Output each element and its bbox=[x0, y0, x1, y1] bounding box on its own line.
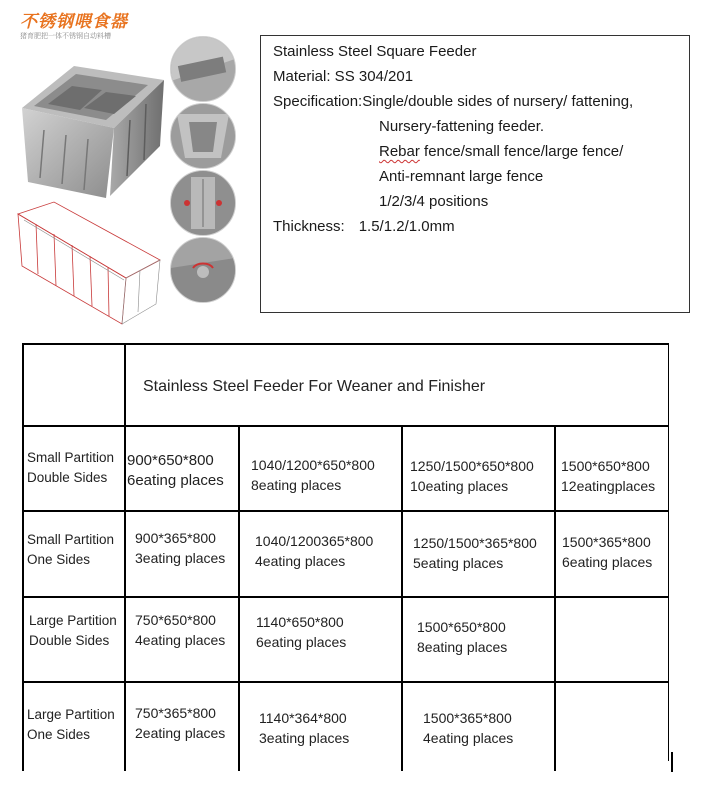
detail-image-4 bbox=[170, 237, 236, 303]
table-border-right bbox=[668, 343, 669, 761]
row-3-cell-2 bbox=[256, 612, 346, 652]
cell-dimensions: 1140*364*800 bbox=[259, 710, 347, 726]
row-3-header-line-2: Double Sides bbox=[29, 633, 110, 648]
detail-image-2 bbox=[170, 103, 236, 169]
cell-places: 6eating places bbox=[127, 472, 224, 489]
row-2-header-line-2: One Sides bbox=[27, 552, 91, 567]
row-4-header-line-2: One Sides bbox=[27, 727, 91, 742]
table-col-line-2 bbox=[238, 425, 240, 771]
row-4-cell-1 bbox=[135, 703, 225, 743]
table-border-left bbox=[22, 343, 24, 771]
cell-places: 5eating places bbox=[413, 555, 504, 571]
cell-places: 8eating places bbox=[251, 477, 342, 493]
row-3-cell-3 bbox=[417, 617, 507, 657]
cell-dimensions: 1250/1500*365*800 bbox=[413, 535, 537, 551]
cell-dimensions: 1500*365*800 bbox=[562, 534, 651, 550]
cell-dimensions: 900*650*800 bbox=[127, 452, 214, 469]
row-2-cell-3 bbox=[413, 533, 537, 573]
table-title: Stainless Steel Feeder For Weaner and Finisher bbox=[143, 378, 486, 395]
row-4-cell-3 bbox=[423, 708, 513, 748]
thickness-label: Thickness: bbox=[273, 218, 345, 235]
cell-places: 2eating places bbox=[135, 725, 226, 741]
row-4-cell-2 bbox=[259, 708, 349, 748]
spec-line-4: Anti-remnant large fence bbox=[379, 168, 544, 185]
spec-title: Stainless Steel Square Feeder bbox=[273, 43, 477, 60]
cell-places: 10eating places bbox=[410, 478, 509, 494]
spec-box bbox=[260, 35, 690, 313]
row-1-header bbox=[27, 448, 114, 488]
cell-dimensions: 1140*650*800 bbox=[256, 614, 344, 630]
detail-image-1 bbox=[170, 36, 236, 102]
row-2-header bbox=[27, 530, 114, 570]
row-4-header bbox=[27, 705, 115, 745]
cell-dimensions: 750*650*800 bbox=[135, 612, 216, 628]
table-title-divider bbox=[124, 343, 126, 426]
row-1-cell-4 bbox=[561, 456, 655, 496]
table-row-line-1 bbox=[22, 425, 668, 427]
spec-line-5: 1/2/3/4 positions bbox=[379, 193, 489, 210]
table-row-line-4 bbox=[22, 681, 668, 683]
cell-dimensions: 1500*650*800 bbox=[561, 458, 650, 474]
brand-title: 不锈钢喂食器 bbox=[20, 12, 128, 31]
cell-places: 3eating places bbox=[135, 550, 226, 566]
cell-places: 3eating places bbox=[259, 730, 350, 746]
table-col-line-3 bbox=[401, 425, 403, 771]
table-col-line-1 bbox=[124, 425, 126, 771]
spec-specification: Specification:Single/double sides of nursery/ fattening, bbox=[273, 93, 634, 110]
cell-places: 6eating places bbox=[562, 554, 653, 570]
spellcheck-word: Rebar bbox=[379, 143, 420, 160]
spec-thickness bbox=[273, 217, 455, 237]
cell-places: 6eating places bbox=[256, 634, 347, 650]
feeder-drawing bbox=[14, 200, 164, 325]
detail-image-3 bbox=[170, 170, 236, 236]
row-2-header-line-1: Small Partition bbox=[27, 532, 115, 547]
row-1-header-line-2: Double Sides bbox=[27, 470, 108, 485]
table-row-line-3 bbox=[22, 596, 668, 598]
row-1-cell-3 bbox=[410, 456, 534, 496]
row-2-cell-2 bbox=[255, 531, 373, 571]
cell-dimensions: 750*365*800 bbox=[135, 705, 216, 721]
brand-logo bbox=[20, 12, 170, 41]
feeder-photo bbox=[14, 50, 166, 200]
row-4-header-line-1: Large Partition bbox=[27, 707, 115, 722]
cell-places: 8eating places bbox=[417, 639, 508, 655]
row-3-header bbox=[29, 611, 117, 651]
row-1-header-line-1: Small Partition bbox=[27, 450, 115, 465]
brand-subtitle: 猪育肥把一体不锈钢自动料槽 bbox=[20, 33, 111, 40]
table-col-line-4 bbox=[554, 425, 556, 771]
row-2-cell-4 bbox=[562, 532, 652, 572]
row-2-cell-1 bbox=[135, 528, 225, 568]
cell-dimensions: 1500*365*800 bbox=[423, 710, 512, 726]
cell-places: 12eatingplaces bbox=[561, 478, 656, 494]
spec-line-3 bbox=[379, 142, 623, 162]
cell-places: 4eating places bbox=[423, 730, 514, 746]
cell-places: 4eating places bbox=[255, 553, 346, 569]
table-row-line-2 bbox=[22, 510, 668, 512]
cell-places: 4eating places bbox=[135, 632, 226, 648]
cell-dimensions: 1040/1200*650*800 bbox=[251, 457, 375, 473]
cell-dimensions: 1250/1500*650*800 bbox=[410, 458, 534, 474]
row-1-cell-1 bbox=[127, 451, 224, 491]
cell-dimensions: 900*365*800 bbox=[135, 530, 216, 546]
spec-line-3-rest: fence/small fence/large fence/ bbox=[419, 143, 624, 160]
cell-dimensions: 1500*650*800 bbox=[417, 619, 506, 635]
table-border-right-end bbox=[671, 752, 673, 772]
thickness-value: 1.5/1.2/1.0mm bbox=[358, 218, 455, 235]
row-3-header-line-1: Large Partition bbox=[29, 613, 117, 628]
spec-material: Material: SS 304/201 bbox=[273, 68, 414, 85]
table-border-top bbox=[22, 343, 668, 345]
row-3-cell-1 bbox=[135, 610, 225, 650]
spec-line-2: Nursery-fattening feeder. bbox=[379, 118, 545, 135]
row-1-cell-2 bbox=[251, 455, 375, 495]
cell-dimensions: 1040/1200365*800 bbox=[255, 533, 374, 549]
